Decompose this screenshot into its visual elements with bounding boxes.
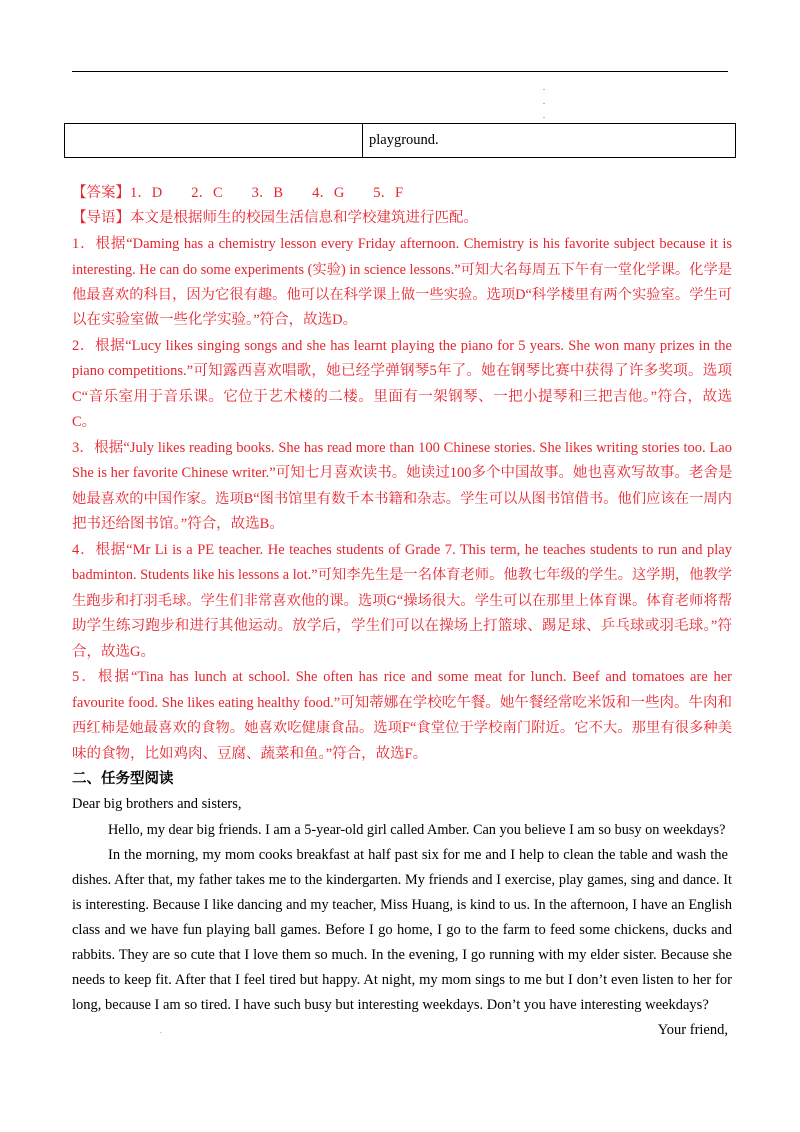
section-heading: 二、任务型阅读 [72, 771, 174, 787]
guide-line: 【导语】本文是根据师生的校园生活信息和学校建筑进行匹配。 [72, 210, 478, 226]
table-row [65, 124, 736, 158]
matching-table [64, 123, 736, 158]
explanation-5-line: 西红柿是她最喜欢的食物。她喜欢吃健康食品。选项F“食堂位于学校南门附近。它不大。那里有很多种美 [72, 720, 732, 736]
explanation-2-line: C“音乐室用于音乐课。它位于艺术楼的二楼。里面有一架钢琴、一把小提琴和三把吉他。”符合，故选 [72, 389, 732, 405]
explanation-3-line: 她最喜欢的中国作家。选项B“图书馆里有数千本书籍和杂志。学生可以从图书馆借书。他们应该在一周内 [72, 491, 732, 507]
explanation-4-line: 生跑步和打羽毛球。学生们非常喜欢他的课。选项G“操场很大。学生可以在那里上体育课。体育老师将帮 [72, 593, 732, 609]
letter-closing: Your friend, [657, 1022, 728, 1038]
header-dot: . [543, 97, 545, 106]
answer-line: 【答案】1．D 2．C 3．B 4．G 5．F [72, 185, 404, 201]
letter-paragraph-line: Hello, my dear big friends. I am a 5-year-old girl called Amber. Can you believe I am so busy on weekdays? [108, 822, 726, 838]
letter-paragraph-line: is interesting. Because I like dancing and my teacher, Miss Huang, is kind to us. In the afternoon, I have an English [72, 897, 732, 913]
explanation-5-line: favourite food. She likes eating healthy food.”可知蒂娜在学校吃午餐。她午餐经常吃米饭和一些肉。牛肉和 [72, 695, 732, 711]
table-cell-right: playground. [363, 124, 736, 158]
table-cell-left [65, 124, 363, 158]
footer-dot: . [160, 1027, 162, 1035]
explanation-3-line: 3．根据“July likes reading books. She has read more than 100 Chinese stories. She likes writing stories too. Lao [72, 440, 732, 456]
explanation-4-line: 4．根据“Mr Li is a PE teacher. He teaches students of Grade 7. This term, he teaches students to run and play [72, 542, 732, 558]
explanation-4-line: 合，故选G。 [72, 644, 155, 660]
explanation-2-line: piano competitions.”可知露西喜欢唱歌，她已经学弹钢琴5年了。她在钢琴比赛中获得了许多奖项。选项 [72, 363, 732, 379]
letter-paragraph-line: long, because I am so tired. I have such busy but interesting weekdays. Don’t you have interesting weekdays? [72, 997, 709, 1013]
explanation-4-line: 助学生练习跑步和进行其他运动。放学后，学生们可以在操场上打篮球、踢足球、乒乓球或羽毛球。”符 [72, 618, 732, 634]
explanation-1-line: 1．根据“Daming has a chemistry lesson every Friday afternoon. Chemistry is his favorite subject because it is [72, 236, 732, 252]
explanation-5-line: 5．根据“Tina has lunch at school. She often has rice and some meat for lunch. Beef and tomatoes are her [72, 669, 732, 685]
letter-paragraph-line: In the morning, my mom cooks breakfast at half past six for me and I help to clean the table and wash the [108, 847, 728, 863]
letter-paragraph-line: class and we have fun playing ball games. Before I go home, I go to the farm to feed some chickens, ducks and [72, 922, 732, 938]
explanation-4-line: badminton. Students like his lessons a lot.”可知李先生是一名体育老师。他教七年级的学生。这学期，他教学 [72, 567, 732, 583]
explanation-2-line: 2．根据“Lucy likes singing songs and she has learnt playing the piano for 5 years. She won many prizes in the [72, 338, 732, 354]
explanation-1-line: 他最喜欢的科目，因为它很有趣。他可以在科学课上做一些实验。选项D“科学楼里有两个实验室。学生可 [72, 287, 732, 303]
header-dot: . [543, 83, 545, 92]
letter-paragraph-line: dishes. After that, my father takes me to the kindergarten. My friends and I exercise, play games, sing and dance. It [72, 872, 732, 888]
letter-paragraph-line: needs to keep fit. After that I feel tired but happy. At night, my mom sings to me but I don’t even listen to her for [72, 972, 732, 988]
explanation-5-line: 味的食物，比如鸡肉、豆腐、蔬菜和鱼。”符合，故选F。 [72, 746, 428, 762]
explanation-2-line: C。 [72, 414, 97, 430]
explanation-1-line: interesting. He can do some experiments (实验) in science lessons.”可知大名每周五下午有一堂化学课。化学是 [72, 262, 732, 278]
header-rule [72, 71, 728, 72]
explanation-3-line: 把书还给图书馆。”符合，故选B。 [72, 516, 284, 532]
header-dot: . [543, 111, 545, 120]
letter-paragraph-line: rabbits. They are so cute that I love them so much. In the evening, I go running with my elder sister. Because she [72, 947, 732, 963]
explanation-3-line: She is her favorite Chinese writer.”可知七月喜欢读书。她读过100多个中国故事。她也喜欢写故事。老舍是 [72, 465, 733, 481]
letter-salutation: Dear big brothers and sisters, [72, 796, 242, 812]
explanation-1-line: 以在实验室做一些化学实验。”符合，故选D。 [72, 312, 358, 328]
